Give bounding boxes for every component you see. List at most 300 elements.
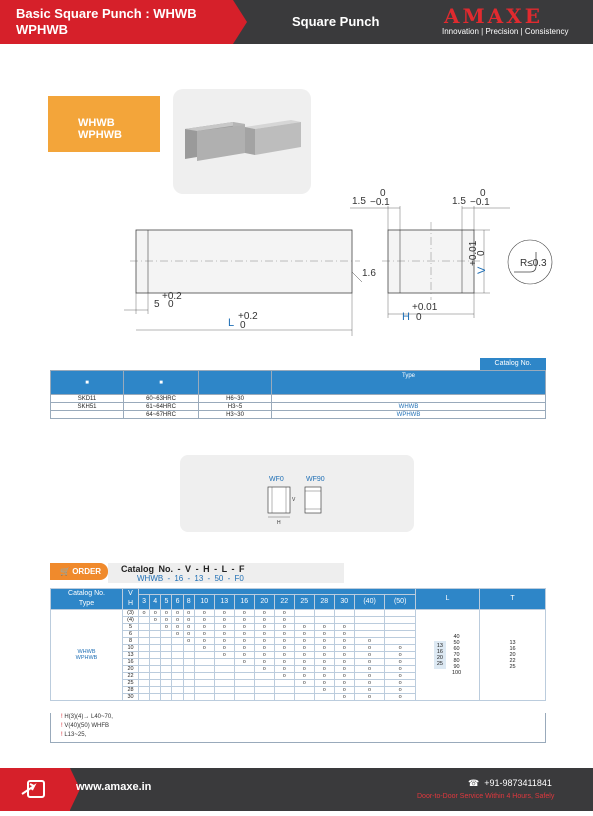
available-mark: o <box>176 617 180 623</box>
available-mark: o <box>398 694 402 700</box>
available-mark: o <box>398 673 402 679</box>
availability-cell <box>161 652 172 659</box>
availability-cell <box>150 617 161 624</box>
available-mark: o <box>202 631 206 637</box>
available-mark: o <box>176 624 180 630</box>
order-field: V <box>185 564 192 574</box>
availability-cell <box>254 680 274 687</box>
availability-cell <box>385 687 416 694</box>
type-cell <box>272 395 546 403</box>
availability-cell <box>334 610 354 617</box>
order-value: 13 <box>194 574 204 583</box>
v-column-header: 8 <box>183 594 194 609</box>
available-mark: o <box>368 638 372 644</box>
available-mark: o <box>187 610 191 616</box>
available-mark: o <box>342 680 346 686</box>
available-mark: o <box>282 659 286 665</box>
order-button[interactable]: 🛒 ORDER <box>50 563 108 580</box>
availability-cell <box>234 631 254 638</box>
size-availability-table <box>50 588 546 701</box>
h-row-header: (4) <box>123 617 139 624</box>
available-mark: o <box>322 624 326 630</box>
available-mark: o <box>164 610 168 616</box>
tolerance-col-header <box>199 371 272 395</box>
availability-cell <box>354 694 385 701</box>
phone-text: +91-9873411841 <box>484 778 552 788</box>
availability-cell <box>234 694 254 701</box>
availability-cell <box>214 694 234 701</box>
height-h-dim: H <box>402 311 410 323</box>
available-mark: o <box>222 610 226 616</box>
availability-cell <box>194 680 214 687</box>
availability-cell <box>150 610 161 617</box>
availability-cell <box>334 666 354 673</box>
h-row-header: 20 <box>123 666 139 673</box>
availability-cell <box>334 617 354 624</box>
available-mark: o <box>282 673 286 679</box>
availability-cell <box>294 673 314 680</box>
v-column-header: 16 <box>234 594 254 609</box>
t-value: 16 <box>509 646 516 652</box>
availability-cell <box>314 673 334 680</box>
availability-cell <box>294 666 314 673</box>
availability-cell <box>385 610 416 617</box>
available-mark: o <box>368 694 372 700</box>
availability-cell <box>314 624 334 631</box>
available-mark: o <box>322 666 326 672</box>
h-row-header: (3) <box>123 610 139 617</box>
available-mark: o <box>342 659 346 665</box>
availability-cell <box>385 659 416 666</box>
availability-cell <box>254 631 274 638</box>
h-row-header: 10 <box>123 645 139 652</box>
order-sep: - <box>187 574 191 583</box>
radius-label: R≤0.3 <box>520 258 547 269</box>
availability-cell <box>334 645 354 652</box>
available-mark: o <box>322 680 326 686</box>
availability-cell <box>385 617 416 624</box>
available-mark: o <box>368 659 372 665</box>
available-mark: o <box>242 631 246 637</box>
technical-drawing <box>90 186 560 336</box>
available-mark: o <box>187 617 191 623</box>
order-field: H <box>203 564 210 574</box>
l-value: 70 <box>453 652 460 658</box>
available-mark: o <box>342 673 346 679</box>
availability-cell <box>183 610 194 617</box>
order-format <box>121 564 245 574</box>
availability-cell <box>172 673 183 680</box>
availability-cell <box>274 673 294 680</box>
shape-variants-panel <box>180 455 414 532</box>
availability-cell <box>294 638 314 645</box>
section-title: Square Punch <box>292 14 380 29</box>
availability-cell <box>385 680 416 687</box>
availability-cell <box>150 694 161 701</box>
availability-cell <box>214 680 234 687</box>
availability-cell <box>294 687 314 694</box>
availability-cell <box>139 694 150 701</box>
availability-cell <box>194 617 214 624</box>
availability-cell <box>194 631 214 638</box>
height-h-tol-bot: 0 <box>416 312 422 323</box>
hardness-cell: 61~64HRC <box>124 403 199 411</box>
shape-v-label: V <box>292 497 296 503</box>
availability-cell <box>139 610 150 617</box>
available-mark: o <box>242 638 246 644</box>
availability-cell <box>234 652 254 659</box>
availability-cell <box>274 645 294 652</box>
availability-cell <box>314 666 334 673</box>
available-mark: o <box>187 624 191 630</box>
availability-cell <box>274 687 294 694</box>
phone-number[interactable] <box>468 778 552 789</box>
h-row-header: 30 <box>123 694 139 701</box>
available-mark: o <box>262 617 266 623</box>
availability-cell <box>150 631 161 638</box>
page-title: Basic Square Punch : WHWB WPHWB <box>16 6 197 37</box>
availability-cell <box>150 680 161 687</box>
availability-cell <box>234 638 254 645</box>
h-row-header: 5 <box>123 624 139 631</box>
available-mark: o <box>342 631 346 637</box>
available-mark: o <box>242 610 246 616</box>
available-mark: o <box>222 631 226 637</box>
chamfer-right-tol-top: 0 <box>480 188 486 199</box>
availability-cell <box>274 631 294 638</box>
l-header: L <box>416 589 480 610</box>
hardness-col-icon: ■ <box>124 371 199 395</box>
table-row <box>51 610 546 617</box>
availability-cell <box>194 645 214 652</box>
availability-cell <box>354 617 385 624</box>
availability-cell <box>234 610 254 617</box>
offset-tol-bot: 0 <box>168 299 174 310</box>
availability-cell <box>314 631 334 638</box>
shape-h-label: H <box>277 520 281 526</box>
available-mark: o <box>398 659 402 665</box>
availability-cell <box>214 673 234 680</box>
availability-cell <box>254 666 274 673</box>
available-mark: o <box>322 659 326 665</box>
brand-tagline: Innovation | Precision | Consistency <box>442 27 569 36</box>
available-mark: o <box>176 610 180 616</box>
catalog-type-header <box>51 589 123 610</box>
availability-cell <box>314 645 334 652</box>
availability-cell <box>183 645 194 652</box>
order-value: 16 <box>174 574 184 583</box>
availability-cell <box>214 638 234 645</box>
product-photo <box>173 89 311 194</box>
availability-cell <box>161 666 172 673</box>
availability-cell <box>214 687 234 694</box>
hardness-cell: 64~67HRC <box>124 411 199 419</box>
availability-cell <box>214 624 234 631</box>
available-mark: o <box>242 645 246 651</box>
material-cell: SKH51 <box>51 403 124 411</box>
availability-cell <box>139 680 150 687</box>
availability-cell <box>274 624 294 631</box>
available-mark: o <box>302 645 306 651</box>
availability-cell <box>161 631 172 638</box>
available-mark: o <box>398 680 402 686</box>
tolerance-cell: H6~30 <box>199 395 272 403</box>
t-value: 13 <box>509 640 516 646</box>
available-mark: o <box>222 638 226 644</box>
availability-cell <box>294 680 314 687</box>
availability-cell <box>354 645 385 652</box>
availability-cell <box>354 624 385 631</box>
available-mark: o <box>368 673 372 679</box>
availability-cell <box>234 659 254 666</box>
availability-cell <box>161 680 172 687</box>
h-axis-label: H <box>127 600 134 607</box>
availability-cell <box>214 652 234 659</box>
available-mark: o <box>398 652 402 658</box>
availability-cell <box>183 673 194 680</box>
availability-cell <box>385 673 416 680</box>
available-mark: o <box>342 687 346 693</box>
length-tol-top: +0.2 <box>238 311 258 322</box>
available-mark: o <box>302 666 306 672</box>
l-value: 90 <box>453 664 460 670</box>
availability-cell <box>354 631 385 638</box>
availability-cell <box>385 694 416 701</box>
availability-cell <box>274 610 294 617</box>
available-mark: o <box>176 631 180 637</box>
order-value: F0 <box>234 574 244 583</box>
availability-cell <box>314 680 334 687</box>
availability-cell <box>385 638 416 645</box>
availability-cell <box>254 659 274 666</box>
type-header-label: Type <box>78 600 95 607</box>
note-marker: ! <box>61 714 63 720</box>
available-mark: o <box>302 680 306 686</box>
available-mark: o <box>398 645 402 651</box>
l-value: 16 <box>436 649 443 655</box>
available-mark: o <box>302 624 306 630</box>
available-mark: o <box>368 687 372 693</box>
availability-cell <box>234 680 254 687</box>
availability-cell <box>214 610 234 617</box>
available-mark: o <box>322 652 326 658</box>
h-row-header: 6 <box>123 631 139 638</box>
l-value: 60 <box>453 646 460 652</box>
available-mark: o <box>164 624 168 630</box>
availability-cell <box>194 694 214 701</box>
website-link[interactable]: www.amaxe.in <box>76 781 152 793</box>
availability-cell <box>294 659 314 666</box>
badge-line-2: WPHWB <box>78 129 122 141</box>
chamfer-right-dim: 1.5 <box>452 196 466 207</box>
availability-cell <box>354 659 385 666</box>
available-mark: o <box>282 631 286 637</box>
available-mark: o <box>262 631 266 637</box>
order-sep: - <box>177 564 181 574</box>
availability-cell <box>254 617 274 624</box>
available-mark: o <box>282 638 286 644</box>
catalog-tab: Catalog No. <box>480 358 546 370</box>
availability-cell <box>334 659 354 666</box>
height-h-tol-top: +0.01 <box>412 302 438 313</box>
tolerance-cell: H3~5 <box>199 403 272 411</box>
l-value: 80 <box>453 658 460 664</box>
brand-logo[interactable]: AMAXE <box>444 4 543 28</box>
available-mark: o <box>342 645 346 651</box>
availability-cell <box>334 687 354 694</box>
availability-cell <box>334 638 354 645</box>
availability-cell <box>294 610 314 617</box>
availability-cell <box>254 652 274 659</box>
availability-cell <box>139 666 150 673</box>
available-mark: o <box>302 673 306 679</box>
availability-cell <box>314 694 334 701</box>
service-slogan: Door-to-Door Service Within 4 Hours, Safely <box>417 793 555 800</box>
availability-cell <box>183 659 194 666</box>
availability-cell <box>150 666 161 673</box>
available-mark: o <box>202 617 206 623</box>
availability-cell <box>161 659 172 666</box>
availability-cell <box>172 617 183 624</box>
availability-cell <box>172 687 183 694</box>
availability-cell <box>354 610 385 617</box>
availability-cell <box>172 610 183 617</box>
availability-cell <box>314 638 334 645</box>
available-mark: o <box>302 638 306 644</box>
available-mark: o <box>242 624 246 630</box>
offset-dim: 5 <box>154 299 160 310</box>
order-sep: - <box>207 574 211 583</box>
available-mark: o <box>222 645 226 651</box>
available-mark: o <box>142 610 146 616</box>
order-example <box>137 574 244 583</box>
availability-cell <box>314 652 334 659</box>
availability-cell <box>194 638 214 645</box>
l-short-values <box>434 641 446 669</box>
v-column-header: 25 <box>294 594 314 609</box>
h-row-header: 16 <box>123 659 139 666</box>
available-mark: o <box>262 638 266 644</box>
available-mark: o <box>342 652 346 658</box>
availability-cell <box>214 645 234 652</box>
availability-cell <box>183 638 194 645</box>
available-mark: o <box>202 624 206 630</box>
v-column-header: 28 <box>314 594 334 609</box>
available-mark: o <box>282 652 286 658</box>
order-field: F <box>239 564 245 574</box>
l-value: 40 <box>453 634 460 640</box>
v-column-header: 20 <box>254 594 274 609</box>
available-mark: o <box>242 659 246 665</box>
vh-corner-header <box>123 589 139 610</box>
h-row-header: 8 <box>123 638 139 645</box>
availability-cell <box>194 687 214 694</box>
available-mark: o <box>322 687 326 693</box>
available-mark: o <box>262 624 266 630</box>
availability-cell <box>334 680 354 687</box>
availability-cell <box>183 631 194 638</box>
t-values-cell <box>480 610 546 701</box>
availability-cell <box>194 659 214 666</box>
availability-cell <box>172 624 183 631</box>
footer-icon-panel <box>0 768 70 811</box>
v-column-header: 6 <box>172 594 183 609</box>
note-row <box>61 713 545 722</box>
available-mark: o <box>368 645 372 651</box>
chamfer-left-tol-bot: −0.1 <box>370 197 390 208</box>
availability-cell <box>334 673 354 680</box>
availability-cell <box>334 694 354 701</box>
availability-cell <box>172 659 183 666</box>
type-name: WPHWB <box>75 655 98 661</box>
availability-cell <box>194 666 214 673</box>
availability-cell <box>334 624 354 631</box>
availability-cell <box>254 673 274 680</box>
available-mark: o <box>262 610 266 616</box>
available-mark: o <box>398 666 402 672</box>
available-mark: o <box>164 617 168 623</box>
t-value: 20 <box>509 652 516 658</box>
width-v-dim: V <box>476 266 488 274</box>
available-mark: o <box>368 666 372 672</box>
availability-cell <box>314 610 334 617</box>
l-values-cell <box>416 610 480 701</box>
order-sep: - <box>167 574 171 583</box>
availability-cell <box>150 673 161 680</box>
available-mark: o <box>222 624 226 630</box>
available-mark: o <box>202 645 206 651</box>
v-column-header: 10 <box>194 594 214 609</box>
availability-cell <box>183 617 194 624</box>
available-mark: o <box>302 659 306 665</box>
availability-cell <box>150 645 161 652</box>
availability-cell <box>294 631 314 638</box>
type-names-cell <box>51 610 123 701</box>
t-value: 22 <box>509 658 516 664</box>
available-mark: o <box>282 645 286 651</box>
availability-cell <box>161 638 172 645</box>
h-row-header: 22 <box>123 673 139 680</box>
v-column-header: 13 <box>214 594 234 609</box>
available-mark: o <box>242 652 246 658</box>
available-mark: o <box>302 652 306 658</box>
availability-cell <box>234 666 254 673</box>
availability-cell <box>150 687 161 694</box>
availability-cell <box>254 645 274 652</box>
note-marker: ! <box>61 723 63 729</box>
material-col-icon: ■ <box>51 371 124 395</box>
availability-cell <box>274 617 294 624</box>
available-mark: o <box>242 617 246 623</box>
availability-cell <box>161 694 172 701</box>
availability-cell <box>385 645 416 652</box>
availability-cell <box>234 624 254 631</box>
availability-cell <box>161 673 172 680</box>
order-value: WHWB <box>137 574 164 583</box>
note-marker: ! <box>61 732 63 738</box>
order-field: Catalog No. <box>121 564 174 574</box>
available-mark: o <box>368 680 372 686</box>
availability-cell <box>354 680 385 687</box>
availability-cell <box>314 659 334 666</box>
availability-cell <box>354 638 385 645</box>
availability-cell <box>234 687 254 694</box>
order-label: ORDER <box>72 567 102 576</box>
v-axis-label: V <box>128 590 133 597</box>
availability-cell <box>214 617 234 624</box>
availability-cell <box>172 666 183 673</box>
availability-cell <box>172 645 183 652</box>
